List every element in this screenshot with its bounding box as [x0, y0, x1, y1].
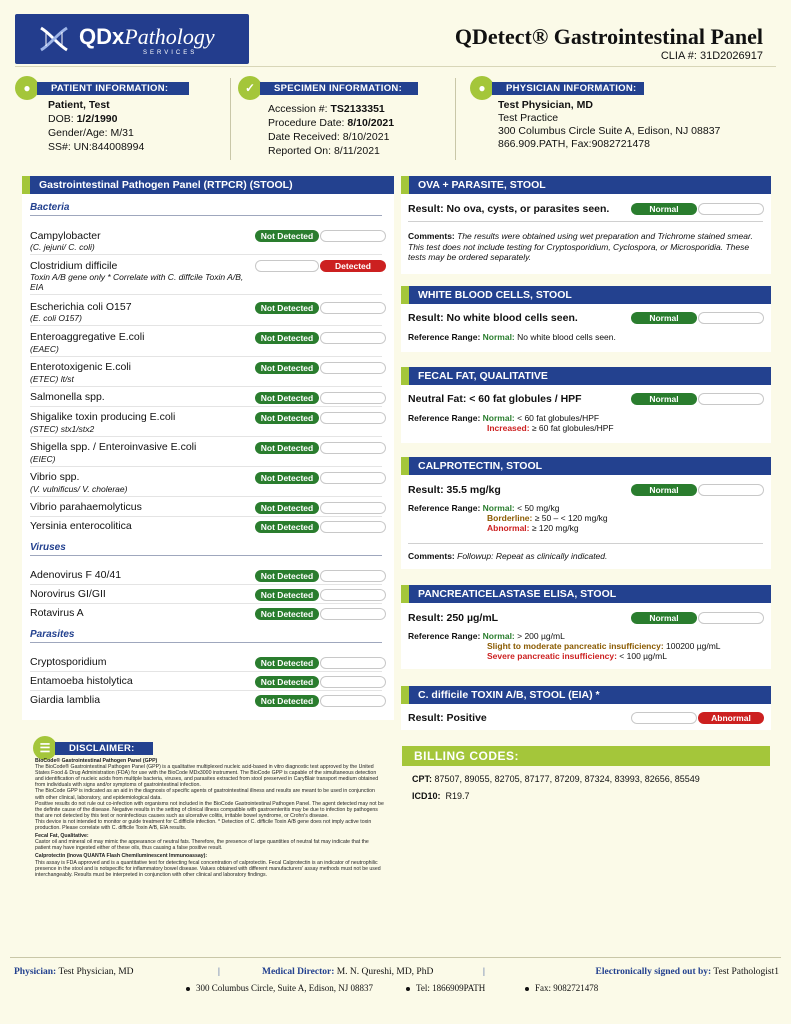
row-divider [30, 466, 382, 467]
organism-giardia: Giardia lamblia [30, 694, 101, 706]
row-divider [30, 356, 382, 357]
result-slot-empty [320, 657, 386, 669]
fecal-fat-panel [401, 367, 771, 443]
bullet-icon [525, 987, 529, 991]
disclaimer-text: BioCode® Gastrointestinal Pathogen Panel (GPP) The BioCode® Gastrointestinal Pathogen Panel (GPP) is a qualitative multiplexed nucleic acid-based in vitro diagnostic test approved by the United States Food & Drug Administration (FDA) for use with the BioCode MDx3000 instrument. The BioCode GPP is capable of the simultaneous detection and identification of nucleic acids from multiple bacteria, viruses, and parasites extracted from stool preserved in CaryBlair transport medium obtained from individuals with signs and/or symptoms of gastrointestinal infection. The BioCode GPP is indicated as an aid in the diagnosis of specific agents of gastrointestinal illness and results are meant to be used in conjunction with other clinical, laboratory, and epidemiological data. Positive results do not rule out co-infection with organisms not included in the BioCode Gastrointestinal Pathogen Panel. The agent detected may not be the definite cause of the disease. Negative results in the setting of clinical illness compatible with gastroenteritis may be due to infection by pathogens that are not detected by this test or noninfectious causes such as ulcerative colitis, irritable bowel syndrome, or Crohn's disease. This device is not intended to monitor or guide treatment for C.difficile infection. * Detection of C. difficile Toxin A/B gene does not imply active toxin production. Please correlate with C. difficile Toxin A/B, EIA results. Fecal Fat, Qualitative: Castor oil and mineral oil may mimic the appearance of neutral fats. Therefore, the presence of large quantities of neutral fat may indicate that the patient may have ingested either of these oils, thus causing a false positive result. Calprotectin (Inova QUANTA Flash Chemiluminescent Immunoassay): This assay is FDA approved and is a quantitative test for detecting fecal concentration of calprotectin. Fecal Calprotectin is an indicator of neutrophilic presence in the stool and is notspecific for inflammatory bowel disease. Values obtained with different manufacturers' assay methods must not be used interchangeably. Results must be interpreted in conjunction with other clinical and laboratory findings. [35, 758, 384, 878]
physician-icon: ● [470, 76, 494, 100]
result-slot-empty [698, 612, 764, 624]
result-not-detected: Not Detected [255, 412, 319, 424]
reported-on: Reported On: 8/11/2021 [268, 145, 380, 157]
result-slot-empty [320, 332, 386, 344]
result-slot-empty [631, 712, 697, 724]
organism-vibrio-spp: Vibrio spp. [30, 471, 80, 483]
physician-address: 300 Columbus Circle Suite A, Edison, NJ 08837 [498, 125, 721, 137]
footer-address: 300 Columbus Circle, Suite A, Edison, NJ 08837 [186, 983, 373, 993]
ova-parasite-panel [401, 176, 771, 274]
row-divider [30, 325, 382, 326]
elastase-header: PANCREATICELASTASE ELISA, STOOL [401, 585, 771, 603]
physician-contact: 866.909.PATH, Fax:9082721478 [498, 138, 650, 150]
flag-normal: Normal [631, 484, 697, 496]
calprotectin-panel [401, 457, 771, 569]
footer-medical-director: Medical Director: M. N. Qureshi, MD, PhD [262, 967, 434, 977]
row-divider [30, 386, 382, 387]
cdiff-toxin-panel [401, 686, 771, 730]
flag-normal: Normal [631, 203, 697, 215]
ova-parasite-header: OVA + PARASITE, STOOL [401, 176, 771, 194]
footer-separator: | [218, 967, 220, 977]
result-not-detected: Not Detected [255, 392, 319, 404]
physician-name: Test Physician, MD [498, 99, 593, 111]
logo [15, 14, 249, 64]
organism-eaec: Enteroaggregative E.coli [30, 331, 145, 343]
row-divider [30, 690, 382, 691]
cpt-codes: CPT: 87507, 89055, 82705, 87177, 87209, 87324, 83993, 82656, 85549 [412, 774, 700, 784]
result-slot-empty [320, 608, 386, 620]
patient-icon: ● [15, 76, 39, 100]
organism-norovirus: Norovirus GI/GII [30, 588, 106, 600]
result-not-detected: Not Detected [255, 302, 319, 314]
bullet-icon [186, 987, 190, 991]
category-divider [30, 642, 382, 643]
logo-services: SERVICES [143, 50, 198, 56]
organism-e-coli-o157: Escherichia coli O157 [30, 301, 132, 313]
organism-vibrio-parahaemolyticus: Vibrio parahaemolyticus [30, 501, 142, 513]
row-divider [30, 671, 382, 672]
result-not-detected: Not Detected [255, 608, 319, 620]
result-slot-empty [320, 362, 386, 374]
organism-clostridium-difficile: Clostridium difficile [30, 260, 118, 272]
result-not-detected: Not Detected [255, 362, 319, 374]
result-slot-empty [320, 392, 386, 404]
wbc-result: Result: No white blood cells seen. [408, 312, 578, 324]
specimen-info [268, 102, 394, 158]
calprotectin-result: Result: 35.5 mg/kg [408, 484, 501, 496]
gi-panel [22, 176, 394, 720]
calprotectin-header: CALPROTECTIN, STOOL [401, 457, 771, 475]
organism-rotavirus: Rotavirus A [30, 607, 84, 619]
gi-panel-header: Gastrointestinal Pathogen Panel (RTPCR) (STOOL) [22, 176, 394, 194]
specimen-info-header: SPECIMEN INFORMATION: [260, 82, 418, 95]
row-divider [30, 496, 382, 497]
result-slot-empty [320, 472, 386, 484]
category-parasites: Parasites [30, 629, 75, 640]
result-slot-empty [698, 484, 764, 496]
result-not-detected: Not Detected [255, 570, 319, 582]
organism-sub: (EIEC) [30, 454, 56, 464]
info-separator [455, 78, 456, 160]
wbc-header: WHITE BLOOD CELLS, STOOL [401, 286, 771, 304]
footer-fax: Fax: 9082721478 [525, 983, 598, 993]
organism-etec: Enterotoxigenic E.coli [30, 361, 131, 373]
result-slot-empty [698, 393, 764, 405]
section-divider [408, 543, 763, 544]
ova-comment: Comments: The results were obtained using wet preparation and Trichrome stained smear. This test does not include testing for Cryptosporidium, Cyclospora, or Microsporidia. These tests may be ordered separately. [408, 231, 753, 262]
patient-info [48, 98, 144, 154]
bullet-icon [406, 987, 410, 991]
specimen-icon: ✓ [238, 76, 262, 100]
result-slot-empty [320, 412, 386, 424]
result-slot-empty [320, 302, 386, 314]
result-slot-empty [320, 521, 386, 533]
footer-signed-out: Electronically signed out by: Test Pathologist1 [595, 967, 779, 977]
result-detected: Detected [320, 260, 386, 272]
footer-tel: Tel: 1866909PATH [406, 983, 485, 993]
accession-number: Accession #: TS2133351 [268, 103, 385, 115]
organism-entamoeba: Entamoeba histolytica [30, 675, 133, 687]
organism-salmonella: Salmonella spp. [30, 391, 105, 403]
category-viruses: Viruses [30, 542, 66, 553]
elastase-result: Result: 250 µg/mL [408, 612, 499, 624]
fecal-fat-header: FECAL FAT, QUALITATIVE [401, 367, 771, 385]
organism-cryptosporidium: Cryptosporidium [30, 656, 107, 668]
result-not-detected: Not Detected [255, 442, 319, 454]
disclaimer-icon: ☰ [33, 736, 57, 760]
result-not-detected: Not Detected [255, 521, 319, 533]
organism-adenovirus: Adenovirus F 40/41 [30, 569, 122, 581]
organism-sub: (ETEC) lt/st [30, 374, 74, 384]
organism-sub: (V. vulnificus/ V. cholerae) [30, 484, 128, 494]
wbc-panel [401, 286, 771, 352]
footer-physician: Physician: Test Physician, MD [14, 967, 134, 977]
row-divider [30, 436, 382, 437]
result-not-detected: Not Detected [255, 695, 319, 707]
organism-sub: (STEC) stx1/stx2 [30, 424, 95, 434]
cdiff-toxin-result: Result: Positive [408, 712, 487, 724]
wbc-reference-range: Reference Range: Normal: No white blood cells seen. [408, 332, 616, 342]
result-not-detected: Not Detected [255, 676, 319, 688]
organism-yersinia: Yersinia enterocolitica [30, 520, 132, 532]
result-slot-empty [320, 570, 386, 582]
procedure-date: Procedure Date: 8/10/2021 [268, 117, 395, 129]
row-divider [30, 516, 382, 517]
calprotectin-comment: Comments: Followup: Repeat as clinically indicated. [408, 551, 608, 561]
row-divider [30, 254, 382, 255]
result-not-detected: Not Detected [255, 230, 319, 242]
patient-gender-age: Gender/Age: M/31 [48, 127, 134, 139]
dna-logo-icon [37, 24, 71, 54]
result-not-detected: Not Detected [255, 657, 319, 669]
clia-number: CLIA #: 31D2026917 [660, 50, 763, 62]
row-divider [30, 584, 382, 585]
category-divider [30, 555, 382, 556]
flag-abnormal: Abnormal [698, 712, 764, 724]
patient-name: Patient, Test [48, 99, 110, 111]
organism-sub: (C. jejuni/ C. coli) [30, 242, 95, 252]
result-slot-empty [320, 589, 386, 601]
header-divider [15, 66, 776, 67]
row-divider [30, 603, 382, 604]
result-slot-empty [698, 312, 764, 324]
flag-normal: Normal [631, 612, 697, 624]
section-divider [408, 221, 763, 222]
result-slot-empty [320, 230, 386, 242]
fecal-fat-reference-range: Reference Range: Normal: < 60 fat globules/HPF Increased: ≥ 60 fat globules/HPF [408, 413, 614, 433]
result-not-detected: Not Detected [255, 589, 319, 601]
physician-info-header: PHYSICIAN INFORMATION: [492, 82, 644, 95]
ova-result: Result: No ova, cysts, or parasites seen. [408, 203, 610, 215]
result-slot-empty [320, 676, 386, 688]
organism-shigella-eiec: Shigella spp. / Enteroinvasive E.coli [30, 441, 197, 453]
info-separator [230, 78, 231, 160]
report-title: QDetect® Gastrointestinal Panel [454, 24, 763, 49]
result-not-detected: Not Detected [255, 472, 319, 484]
calprotectin-reference-range: Reference Range: Normal: < 50 mg/kg Borderline: ≥ 50 – < 120 mg/kg Abnormal: ≥ 120 mg/kg [408, 503, 608, 533]
patient-ss: SS#: UN:844008994 [48, 141, 145, 153]
footer-divider [10, 957, 781, 958]
icd10-codes: ICD10: R19.7 [412, 791, 470, 801]
billing-codes-header: BILLING CODES: [402, 746, 770, 766]
patient-info-header: PATIENT INFORMATION: [37, 82, 189, 95]
category-divider [30, 215, 382, 216]
elastase-panel [401, 585, 771, 669]
footer-separator: | [483, 967, 485, 977]
organism-stec: Shigalike toxin producing E.coli [30, 411, 176, 423]
row-divider [30, 406, 382, 407]
elastase-reference-range: Reference Range: Normal: > 200 µg/mL Slight to moderate pancreatic insufficiency: 100200 µg/mL Severe pancreatic insufficiency: < 100 µg/mL [408, 631, 721, 661]
result-slot-empty [320, 502, 386, 514]
date-received: Date Received: 8/10/2021 [268, 131, 390, 143]
result-slot-empty [255, 260, 319, 272]
category-bacteria: Bacteria [30, 202, 70, 213]
flag-normal: Normal [631, 312, 697, 324]
logo-wordmark: QDxPathology [79, 24, 215, 49]
result-not-detected: Not Detected [255, 502, 319, 514]
physician-practice: Test Practice [498, 112, 559, 124]
result-slot-empty [698, 203, 764, 215]
row-divider [30, 294, 382, 295]
patient-dob: DOB: 1/2/1990 [48, 113, 118, 125]
organism-sub: (EAEC) [30, 344, 59, 354]
organism-sub: (E. coli O157) [30, 313, 82, 323]
cdiff-toxin-header: C. difficile TOXIN A/B, STOOL (EIA) * [401, 686, 771, 704]
disclaimer-header: DISCLAIMER: [55, 742, 153, 755]
organism-sub: Toxin A/B gene only * Correlate with C. diffcile Toxin A/B, EIA [30, 272, 244, 292]
organism-campylobacter: Campylobacter [30, 230, 101, 242]
physician-info [498, 99, 720, 151]
result-slot-empty [320, 695, 386, 707]
fecal-fat-result: Neutral Fat: < 60 fat globules / HPF [408, 393, 582, 405]
result-not-detected: Not Detected [255, 332, 319, 344]
flag-normal: Normal [631, 393, 697, 405]
result-slot-empty [320, 442, 386, 454]
